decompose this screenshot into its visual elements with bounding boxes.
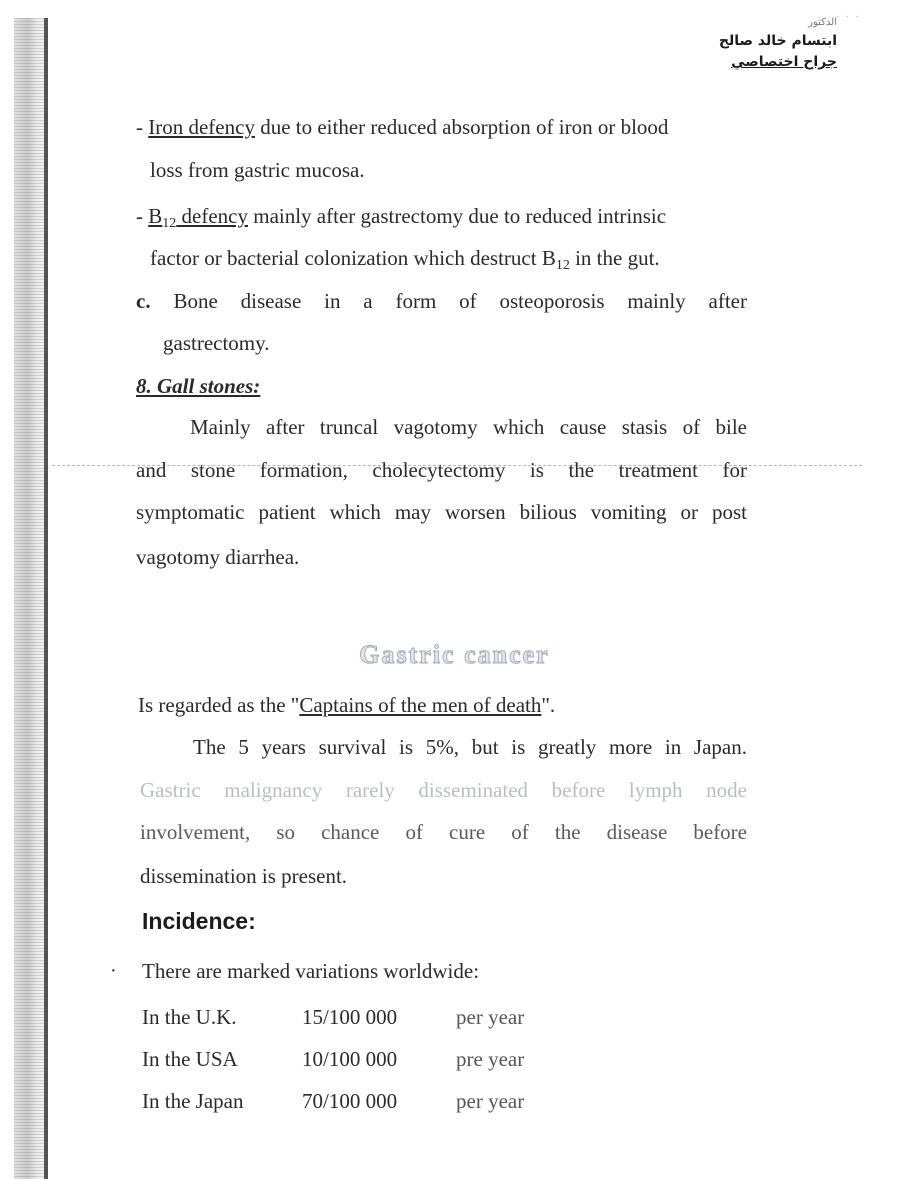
row-rate: 15/100 000 (302, 1005, 398, 1029)
gall-line-1: Mainly after truncal vagotomy which cause stasis of bile (190, 415, 747, 439)
author-stamp (717, 16, 837, 72)
iron-line-1: - Iron defency due to either reduced absorption of iron or blood (136, 115, 669, 139)
bone-line-1 (136, 288, 747, 314)
b12-rest-2a: factor or bacterial colonization which destruct B (150, 246, 556, 270)
stamp-role: جراح اختصاصي (731, 54, 837, 70)
row-place: In the Japan (142, 1089, 244, 1113)
incidence-intro: There are marked variations worldwide: (142, 959, 480, 983)
stamp-name: ابتسام خالد صالح (718, 33, 837, 49)
row-unit: per year (456, 1005, 525, 1029)
row-unit: pre year (456, 1047, 525, 1071)
bone-text-1: Bone disease in a form of osteoporosis mainly after (173, 289, 747, 313)
iron-term: Iron defency (148, 115, 255, 139)
b12-term (148, 204, 248, 231)
b12-term-a: B (148, 204, 163, 228)
incidence-heading: Incidence: (142, 908, 256, 934)
bone-line-2: gastrectomy. (163, 331, 270, 355)
scan-binding-line (44, 18, 48, 1179)
intro-suffix: ". (541, 693, 556, 717)
bone-letter: c. (136, 289, 151, 313)
scan-edge-shadow (14, 18, 48, 1179)
b12-rest-2-sub: 12 (555, 258, 570, 273)
row-unit: per year (456, 1089, 525, 1113)
row-place: In the U.K. (142, 1005, 237, 1029)
intro-prefix: Is regarded as the " (138, 693, 300, 717)
survival-line: The 5 years survival is 5%, but is greatly more in Japan. (193, 735, 747, 759)
incidence-row-japan (142, 1088, 562, 1114)
gall-line-3: symptomatic patient which may worsen bilious vomiting or post (136, 500, 747, 524)
incidence-row-uk (142, 1004, 562, 1030)
faded-line: Gastric malignancy rarely disseminated before lymph node (140, 778, 747, 802)
dissemination-line: dissemination is present. (140, 864, 348, 888)
iron-rest-1: due to either reduced absorption of iron or blood (260, 115, 669, 139)
section-title: Gastric cancer (359, 640, 550, 669)
iron-line-2: loss from gastric mucosa. (150, 158, 365, 182)
row-rate: 70/100 000 (302, 1089, 398, 1113)
cancer-intro (138, 692, 555, 718)
corner-specks: · · · (836, 12, 861, 23)
gall-line-2: and stone formation, cholecytectomy is the treatment for (136, 458, 747, 482)
stamp-title: الدكتور (808, 17, 837, 28)
gall-stones-heading: 8. Gall stones: (136, 374, 261, 398)
bullet-dot: · (110, 960, 117, 982)
row-place: In the USA (142, 1047, 238, 1071)
captains-quote: Captains of the men of death (299, 693, 542, 717)
b12-term-b: defency (176, 204, 248, 228)
b12-line-2 (150, 245, 660, 271)
row-rate: 10/100 000 (302, 1047, 398, 1071)
involvement-line: involvement, so chance of cure of the disease before (140, 820, 747, 844)
gall-line-4: vagotomy diarrhea. (136, 545, 300, 569)
b12-rest-2b: in the gut. (569, 246, 660, 270)
b12-term-sub: 12 (162, 216, 177, 231)
incidence-row-usa (142, 1046, 562, 1072)
b12-rest-1: mainly after gastrectomy due to reduced intrinsic (253, 204, 667, 228)
b12-line-1: - $B_{12}$ defency mainly after gastrectomy due to reduced intrinsic (136, 204, 667, 231)
